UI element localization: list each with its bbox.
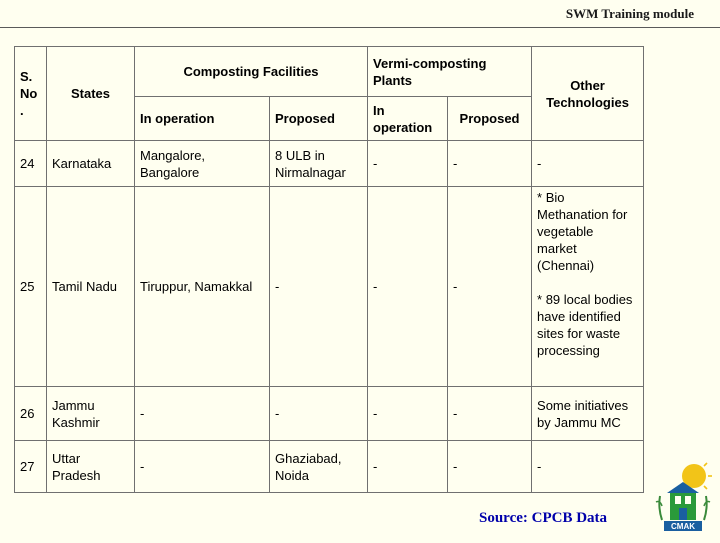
header-sno: S. No . [15,47,47,141]
subheader-vermi-in-operation: In operation [368,97,448,141]
cell-sno: 27 [15,441,47,493]
header-other-technologies: Other Technologies [532,47,644,141]
source-note: Source: CPCB Data [479,510,608,526]
module-title: SWM Training module [565,6,694,21]
cell-state: Tamil Nadu [47,187,135,387]
header-divider [0,27,720,28]
cell-other-technologies: * Bio Methanation for vegetable market (Chennai) * 89 local bodies have identified sites for waste processing [532,187,644,387]
logo-text: CMAK [671,522,695,531]
cell-vermi-proposed: - [448,387,532,441]
cell-sno: 26 [15,387,47,441]
table-row [15,141,644,187]
cell-composting-proposed: - [270,387,368,441]
header-vermi-composting: Vermi-composting Plants [368,47,532,97]
table-header-row [15,47,644,97]
cell-composting-in-operation: - [135,387,270,441]
cell-state: Karnataka [47,141,135,187]
header-composting-facilities: Composting Facilities [135,47,368,97]
cell-composting-proposed: - [270,187,368,387]
cell-state: Uttar Pradesh [47,441,135,493]
cell-other-technologies: - [532,441,644,493]
cell-vermi-proposed: - [448,441,532,493]
cell-sno: 25 [15,187,47,387]
cell-composting-in-operation: - [135,441,270,493]
cmak-logo-graphic [650,462,716,538]
cell-vermi-in-operation: - [368,387,448,441]
cell-state: Jammu Kashmir [47,387,135,441]
cell-composting-proposed: Ghaziabad, Noida [270,441,368,493]
table-row [15,387,644,441]
cell-vermi-in-operation: - [368,141,448,187]
table-row [15,187,644,387]
subheader-composting-in-operation: In operation [135,97,270,141]
cell-vermi-proposed: - [448,187,532,387]
table-row [15,441,644,493]
cell-other-technologies: - [532,141,644,187]
cell-other-technologies: Some initiatives by Jammu MC [532,387,644,441]
cell-composting-in-operation: Mangalore, Bangalore [135,141,270,187]
header-states: States [47,47,135,141]
cell-vermi-in-operation: - [368,187,448,387]
swm-facilities-table [14,46,644,493]
cell-sno: 24 [15,141,47,187]
cell-composting-in-operation: Tiruppur, Namakkal [135,187,270,387]
subheader-vermi-proposed: Proposed [448,97,532,141]
cmak-logo-icon [650,462,716,538]
cell-composting-proposed: 8 ULB in Nirmalnagar [270,141,368,187]
cell-vermi-in-operation: - [368,441,448,493]
cell-vermi-proposed: - [448,141,532,187]
subheader-composting-proposed: Proposed [270,97,368,141]
